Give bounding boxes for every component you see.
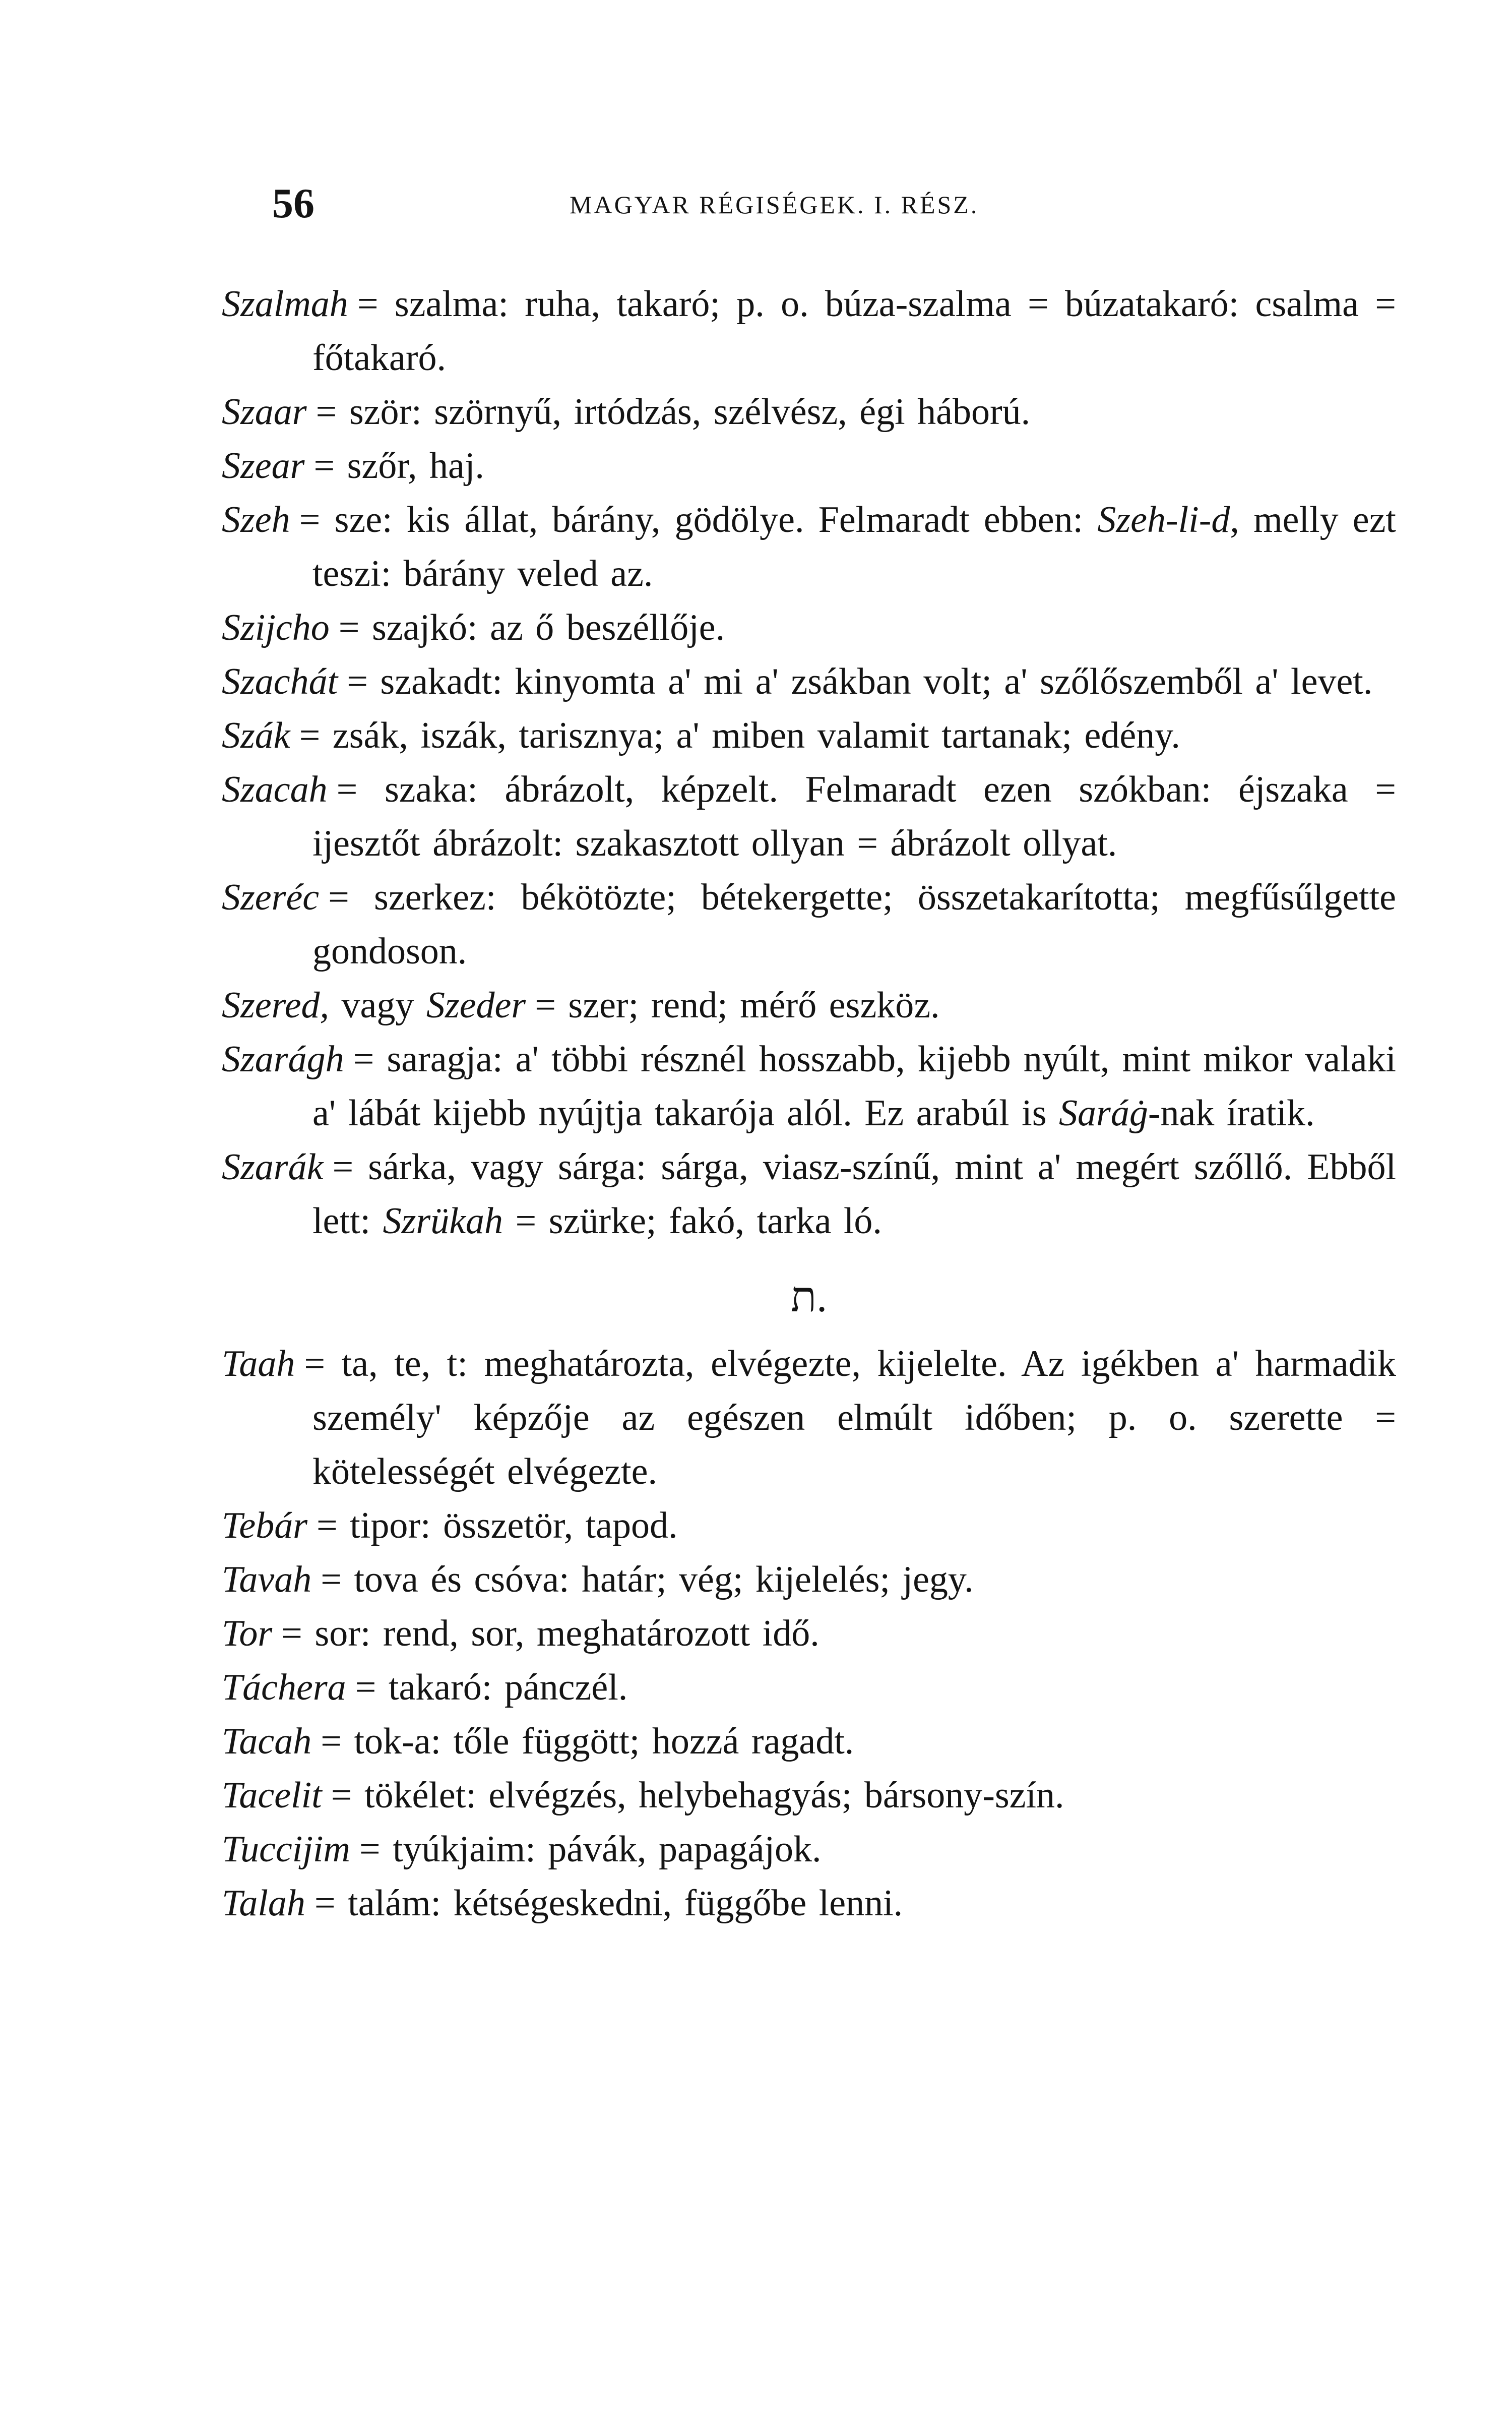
page-header — [272, 179, 1381, 234]
definition: = sárka, vagy sárga: sárga, viasz-színű, mint a' megért szőllő. Ebből lett: — [312, 1146, 1396, 1242]
headword: Tavah — [222, 1559, 312, 1600]
entry-szaar — [222, 385, 1396, 439]
section-letter-tav: ת. — [790, 1274, 828, 1321]
definition: = takaró: pánczél. — [355, 1667, 628, 1708]
definition: = szaka: ábrázolt, képzelt. Felmaradt ezen szókban: éjszaka = ijesztőt ábrázolt: szakasztott ollyan = ábrázolt ollyat. — [312, 769, 1396, 864]
entry-szarak — [222, 1140, 1396, 1248]
headword: Szeréc — [222, 877, 320, 918]
definition: = saragja: a' többi résznél hosszabb, kijebb nyúlt, mint mikor valaki a' lábát kijebb nyújtja takarója alól. Ez arabúl is — [312, 1039, 1396, 1134]
headword: Tacah — [222, 1721, 312, 1762]
headword: Talah — [222, 1883, 305, 1924]
headword: Szaar — [222, 391, 307, 433]
headword: Tor — [222, 1613, 273, 1654]
entry-szeh — [222, 493, 1396, 601]
definition: = zsák, iszák, tarisznya; a' miben valamit tartanak; edény. — [299, 715, 1180, 756]
headword: Szacah — [222, 769, 328, 810]
headword: Szear — [222, 445, 305, 487]
headword: Szarágh — [222, 1039, 344, 1080]
headword: Szijcho — [222, 607, 330, 648]
page-number: 56 — [272, 180, 314, 227]
definition: = szalma: ruha, takaró; p. o. búza-szalma = búzatakaró: csalma = főtakaró. — [312, 283, 1396, 379]
definition-tail: = szürke; fakó, tarka ló. — [515, 1200, 882, 1242]
definition: = sor: rend, sor, meghatározott idő. — [281, 1613, 820, 1654]
definition: = szajkó: az ő beszéllője. — [338, 607, 725, 648]
entry-tavah — [222, 1553, 1396, 1607]
definition: = szakadt: kinyomta a' mi a' zsákban volt; a' szőlőszemből a' levet. — [347, 661, 1373, 702]
headword: Szeh — [222, 499, 290, 540]
entry-szerec — [222, 871, 1396, 979]
entry-talah — [222, 1877, 1396, 1930]
definition-tail: , melly ezt teszi: bárány veled az. — [312, 499, 1396, 594]
entry-tor — [222, 1607, 1396, 1661]
definition: = tova és csóva: határ; vég; kijelelés; jegy. — [321, 1559, 974, 1600]
running-head: MAGYAR RÉGISÉGEK. I. RÉSZ. — [570, 191, 979, 219]
entry-szachat — [222, 655, 1396, 709]
headword: Szered, — [222, 985, 330, 1026]
headword: Taah — [222, 1343, 295, 1384]
dictionary-body — [222, 277, 1396, 1930]
definition: = tyúkjaim: pávák, papagájok. — [359, 1829, 822, 1870]
entry-szijcho — [222, 601, 1396, 655]
definition: = tökélet: elvégzés, helybehagyás; bársony-szín. — [331, 1775, 1064, 1816]
headword: Tuccijim — [222, 1829, 350, 1870]
headword: Szalmah — [222, 283, 348, 325]
definition: = ta, te, t: meghatározta, elvégezte, kijelelte. Az igékben a' harmadik személy' képzője az egészen elmúlt időben; p. o. szerette = kötelességét elvégezte. — [304, 1343, 1396, 1492]
headword: Szachát — [222, 661, 338, 702]
headword: Szák — [222, 715, 290, 756]
entry-tacelit — [222, 1769, 1396, 1823]
entry-szak — [222, 709, 1396, 763]
cross-reference: Szeh-li-d — [1097, 499, 1230, 540]
entry-tachera — [222, 1661, 1396, 1715]
entry-taah — [222, 1337, 1396, 1499]
entry-tuccijim — [222, 1823, 1396, 1877]
definition: = tok-a: tőle függött; hozzá ragadt. — [321, 1721, 854, 1762]
entry-szered — [222, 979, 1396, 1033]
entry-szear — [222, 439, 1396, 493]
entry-tebar — [222, 1499, 1396, 1553]
cross-reference: Szrükah — [383, 1200, 503, 1242]
definition: = szer; rend; mérő eszköz. — [535, 985, 940, 1026]
entry-szalmah — [222, 277, 1396, 385]
headword: Táchera — [222, 1667, 346, 1708]
headword-variant: Szeder — [426, 985, 526, 1026]
definition: = sze: kis állat, bárány, gödölye. Felmaradt ebben: — [299, 499, 1084, 540]
headword: Szarák — [222, 1146, 324, 1188]
cross-reference: Saráġ — [1059, 1093, 1148, 1134]
definition: = talám: kétségeskedni, függőbe lenni. — [314, 1883, 903, 1924]
entry-szaragh — [222, 1033, 1396, 1140]
definition: = ször: szörnyű, irtódzás, szélvész, égi háború. — [316, 391, 1031, 433]
definition: = szerkez: békötözte; bétekergette; összetakarította; megfűsűlgette gondoson. — [312, 877, 1396, 972]
definition-tail: -nak íratik. — [1148, 1093, 1315, 1134]
definition: = szőr, haj. — [313, 445, 484, 487]
conjunction: vagy — [341, 985, 414, 1026]
headword: Tacelit — [222, 1775, 322, 1816]
definition: = tipor: összetör, tapod. — [317, 1505, 678, 1546]
headword: Tebár — [222, 1505, 308, 1546]
entry-tacah — [222, 1715, 1396, 1769]
entry-szacah — [222, 763, 1396, 871]
